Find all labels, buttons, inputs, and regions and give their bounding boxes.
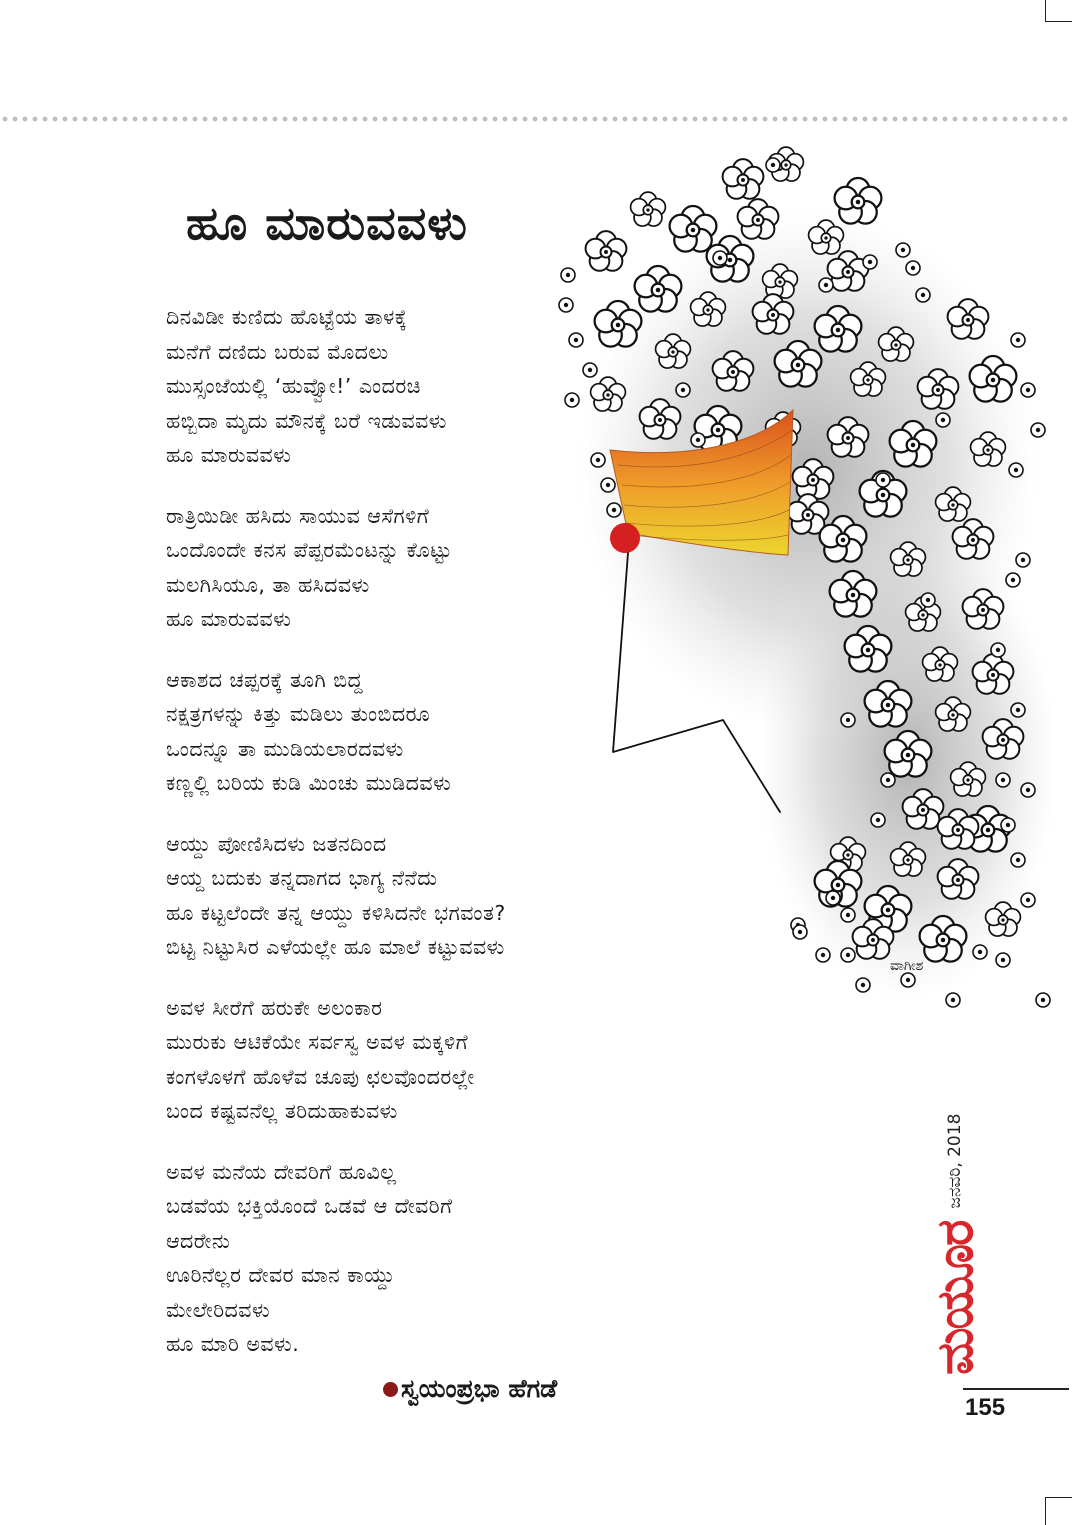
poem-line: ಬಂದ ಕಷ್ಟವನೆಲ್ಲ ತರಿದುಹಾಕುವಳು	[166, 1099, 398, 1123]
poem-line: ಹೂ ಕಟ್ಟಲೆಂದೇ ತನ್ನ ಆಯ್ದು ಕಳಿಸಿದನೇ ಭಗವಂತ?	[166, 900, 506, 925]
poem-line: ದಿನವಿಡೀ ಕುಣಿದು ಹೊಟ್ಟೆಯ ತಾಳಕ್ಕೆ	[166, 305, 408, 329]
bud-icon	[1016, 553, 1030, 567]
bud-icon	[1021, 783, 1035, 797]
bud-icon	[569, 333, 583, 347]
bud-icon	[561, 268, 575, 282]
poem-line: ಆಯ್ದ ಬದುಕು ತನ್ನದಾಗದ ಭಾಗ್ಯ ನೆನೆದು	[166, 866, 438, 890]
flower-icon	[670, 206, 717, 252]
bud-icon	[1031, 423, 1045, 437]
bud-icon	[676, 383, 690, 397]
poem-line: ಆಕಾಶದ ಚಪ್ಪರಕ್ಕೆ ತೂಗಿ ಬಿದ್ದ	[166, 667, 364, 692]
bud-icon	[819, 278, 833, 292]
bud-icon	[946, 993, 960, 1007]
author-name: ಸ್ವಯಂಪ್ರಭಾ ಹೆಗಡೆ	[401, 1374, 558, 1403]
poem-line: ಒಂದೊಂದೇ ಕನಸ ಪೆಪ್ಪರಮೆಂಟನ್ನು ಕೊಟ್ಟು	[166, 538, 453, 562]
author-bullet-icon	[383, 1382, 398, 1397]
bud-icon	[841, 908, 855, 922]
bud-icon	[841, 713, 855, 727]
page-number: 155	[965, 1394, 1006, 1421]
crop-mark-top-right	[1045, 0, 1072, 22]
bud-icon	[856, 978, 870, 992]
bud-icon	[863, 255, 877, 269]
poem-line: ಬಡವೆಯ ಭಕ್ತಿಯೊಂದೆ ಒಡವೆ ಆ ದೇವರಿಗೆ	[166, 1194, 453, 1218]
bud-icon	[1036, 993, 1050, 1007]
bud-icon	[607, 503, 621, 517]
flower-icon	[835, 178, 882, 224]
bud-icon	[881, 773, 895, 787]
bud-icon	[916, 288, 930, 302]
bud-icon	[906, 261, 920, 275]
poem-line: ಕಂಗಳೊಳಗೆ ಹೊಳೆವ ಚೂಪು ಛಲವೊಂದರಲ್ಲೇ	[166, 1064, 475, 1089]
magazine-name: ಮಯೂರ	[926, 1221, 984, 1375]
poem-line: ಹೂ ಮಾರುವವಳು	[166, 607, 292, 631]
poem-line: ಬಿಟ್ಟ ನಿಟ್ಟುಸಿರ ಎಳೆಯಲ್ಲೇ ಹೂ ಮಾಲೆ ಕಟ್ಟುವವಳು	[166, 935, 505, 959]
bud-icon	[816, 948, 830, 962]
bud-icon	[766, 158, 780, 172]
bud-icon	[1009, 463, 1023, 477]
flower-icon	[586, 231, 627, 271]
bud-icon	[1021, 893, 1035, 907]
bud-icon	[991, 643, 1005, 657]
page-number-rule	[963, 1388, 1069, 1390]
bud-icon	[973, 945, 987, 959]
bud-icon	[871, 813, 885, 827]
poem-line: ಅವಳ ಮನೆಯ ದೇವರಿಗೆ ಹೂವಿಲ್ಲ	[166, 1159, 397, 1184]
flower-hair-illustration	[548, 140, 1058, 1020]
bud-icon	[691, 433, 705, 447]
poem-line: ಮುಸ್ಸಂಜೆಯಲ್ಲಿ ‘ಹುವ್ವೋ!’ ಎಂದರಚಿ	[166, 374, 421, 398]
bud-icon	[1021, 383, 1035, 397]
bud-icon	[936, 413, 950, 427]
bud-icon	[826, 891, 840, 905]
bud-icon	[583, 363, 597, 377]
bud-icon	[1011, 853, 1025, 867]
poem-line: ಹೂ ಮಾರಿ ಅವಳು.	[166, 1332, 300, 1356]
bud-icon	[921, 593, 935, 607]
bud-icon	[565, 393, 579, 407]
bud-icon	[601, 478, 615, 492]
poem-line: ಹೂ ಮಾರುವವಳು	[166, 443, 292, 467]
poem-line: ಆಯ್ದು ಪೋಣಿಸಿದಳು ಜತನದಿಂದ	[166, 831, 387, 856]
poem-line: ರಾತ್ರಿಯಿಡೀ ಹಸಿದು ಸಾಯುವ ಆಸೆಗಳಿಗೆ	[166, 503, 430, 528]
crop-mark-bottom-right	[1045, 1497, 1072, 1525]
flower-icon	[738, 199, 779, 239]
bud-icon	[793, 925, 807, 939]
poem-stanza	[166, 1155, 646, 1362]
bud-icon	[996, 953, 1010, 967]
poem-line: ಮನೆಗೆ ದಣಿದು ಬರುವ ಮೊದಲು	[166, 339, 389, 364]
poem-line: ಹಬ್ಬಿದಾ ಮೃದು ಮೌನಕ್ಕೆ ಬರೆ ಇಡುವವಳು	[166, 408, 447, 433]
bud-icon	[1011, 703, 1025, 717]
bud-icon	[996, 773, 1010, 787]
poem-title: ಹೂ ಮಾರುವವಳು	[186, 196, 468, 250]
dotted-divider	[0, 116, 1072, 122]
magazine-side-label	[925, 1113, 1025, 1375]
poem-line: ಮಲಗಿಸಿಯೂ, ತಾ ಹಸಿದವಳು	[166, 572, 370, 597]
bud-icon	[559, 298, 573, 312]
poem-line: ಅವಳ ಸೀರೆಗೆ ಹರುಕೇ ಅಲಂಕಾರ	[166, 995, 383, 1020]
flower-icon	[631, 192, 666, 226]
artist-credit: ವಾಗೀಶ	[890, 958, 924, 974]
bud-icon	[1006, 573, 1020, 587]
bud-icon	[841, 948, 855, 962]
poem-author	[383, 1374, 557, 1404]
bud-icon	[591, 453, 605, 467]
poem-line: ಮೇಲೇರಿದವಳು	[166, 1297, 271, 1322]
issue-date: ಜನವರಿ, 2018	[945, 1113, 965, 1209]
poem-line: ಮುರುಕು ಆಟಿಕೆಯೇ ಸರ್ವಸ್ವ ಅವಳ ಮಕ್ಕಳಿಗೆ	[166, 1030, 469, 1054]
bud-icon	[901, 973, 915, 987]
bud-icon	[1011, 333, 1025, 347]
bud-icon	[876, 473, 890, 487]
bud-icon	[1001, 818, 1015, 832]
poem-line: ಊರಿನೆಲ್ಲರ ದೇವರ ಮಾನ ಕಾಯ್ದು	[166, 1263, 395, 1287]
poem-line: ಕಣ್ಣಲ್ಲಿ ಬರಿಯ ಕುಡಿ ಮಿಂಚು ಮುಡಿದವಳು	[166, 771, 452, 795]
poem-line: ಆದರೇನು	[166, 1228, 231, 1253]
flower-icon	[723, 159, 764, 199]
bud-icon	[896, 243, 910, 257]
poem-line: ನಕ್ಷತ್ರಗಳನ್ನು ಕಿತ್ತು ಮಡಿಲು ತುಂಬಿದರೂ	[166, 702, 431, 726]
bud-icon	[713, 251, 727, 265]
poem-line: ಒಂದನ್ನೂ ತಾ ಮುಡಿಯಲಾರದವಳು	[166, 736, 404, 761]
